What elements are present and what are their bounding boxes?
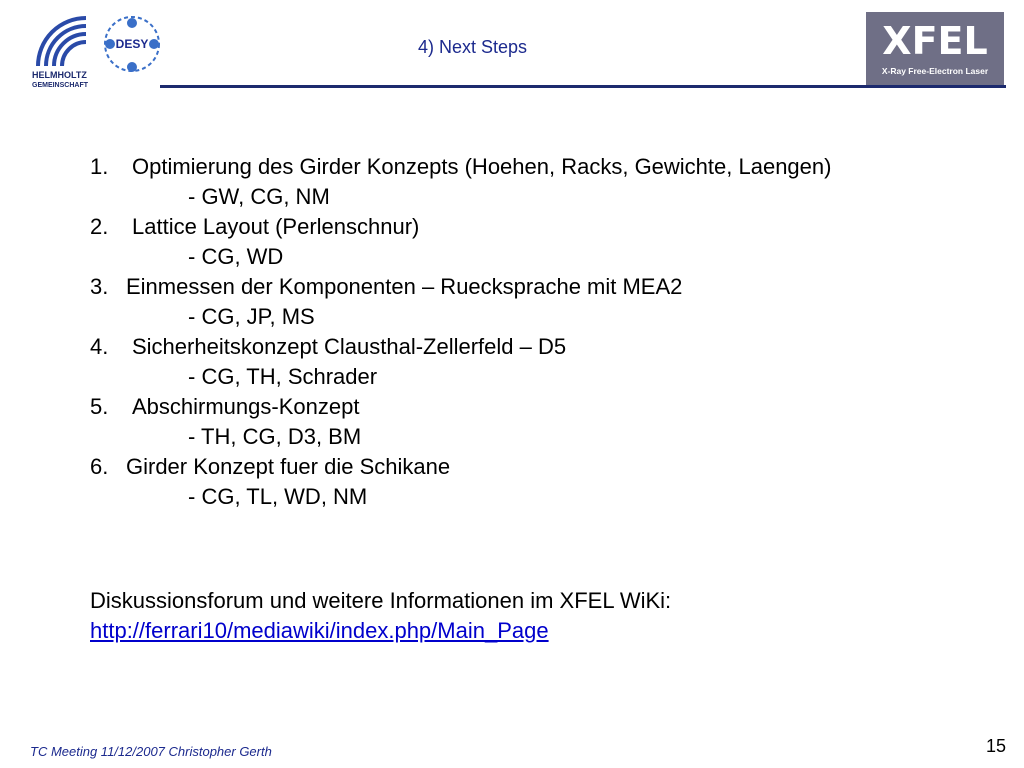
helmholtz-desy-logo (30, 10, 170, 90)
item-owners: - TH, CG, D3, BM (188, 424, 362, 449)
list-item (90, 452, 831, 512)
item-number: 1. (90, 154, 109, 179)
xfel-logo (866, 12, 1004, 86)
item-number: 5. (90, 394, 109, 419)
desy-icon (105, 17, 159, 72)
item-number: 4. (90, 334, 109, 359)
list-item (90, 392, 831, 452)
item-text: Optimierung des Girder Konzepts (Hoehen, Racks, Gewichte, Laengen) (132, 154, 832, 179)
slide-title: 4) Next Steps (418, 37, 528, 57)
list-item (90, 152, 831, 212)
item-number: 3. (90, 274, 109, 299)
item-text: Sicherheitskonzept Clausthal-Zellerfeld – D5 (132, 334, 567, 359)
item-text: Girder Konzept fuer die Schikane (126, 454, 451, 479)
xfel-subtitle: X-Ray Free-Electron Laser (881, 66, 989, 76)
desy-label: DESY (115, 37, 149, 51)
xfel-brand: XFEL (882, 19, 988, 63)
forum-section (90, 586, 671, 646)
helmholtz-arcs-icon (38, 18, 86, 66)
item-owners: - GW, CG, NM (188, 184, 330, 209)
gemeinschaft-label: GEMEINSCHAFT (32, 82, 88, 89)
wiki-link[interactable]: http://ferrari10/mediawiki/index.php/Main_Page (90, 618, 549, 643)
item-text: Einmessen der Komponenten – Ruecksprache mit MEA2 (126, 274, 683, 299)
item-owners: - CG, TL, WD, NM (188, 484, 368, 509)
list-item (90, 272, 831, 332)
list-item (90, 212, 831, 272)
footer-meeting-info: TC Meeting 11/12/2007 Christopher Gerth (30, 744, 272, 759)
next-steps-list (90, 152, 831, 512)
item-text: Lattice Layout (Perlenschnur) (132, 214, 420, 239)
item-owners: - CG, TH, Schrader (188, 364, 378, 389)
helmholtz-label: HELMHOLTZ (32, 70, 87, 80)
header-divider (160, 85, 1006, 88)
item-number: 6. (90, 454, 109, 479)
list-item (90, 332, 831, 392)
forum-text: Diskussionsforum und weitere Informationen im XFEL WiKi: (90, 588, 672, 613)
item-number: 2. (90, 214, 109, 239)
item-text: Abschirmungs-Konzept (132, 394, 360, 419)
item-owners: - CG, WD (188, 244, 284, 269)
item-owners: - CG, JP, MS (188, 304, 315, 329)
page-number: 15 (986, 736, 1007, 756)
